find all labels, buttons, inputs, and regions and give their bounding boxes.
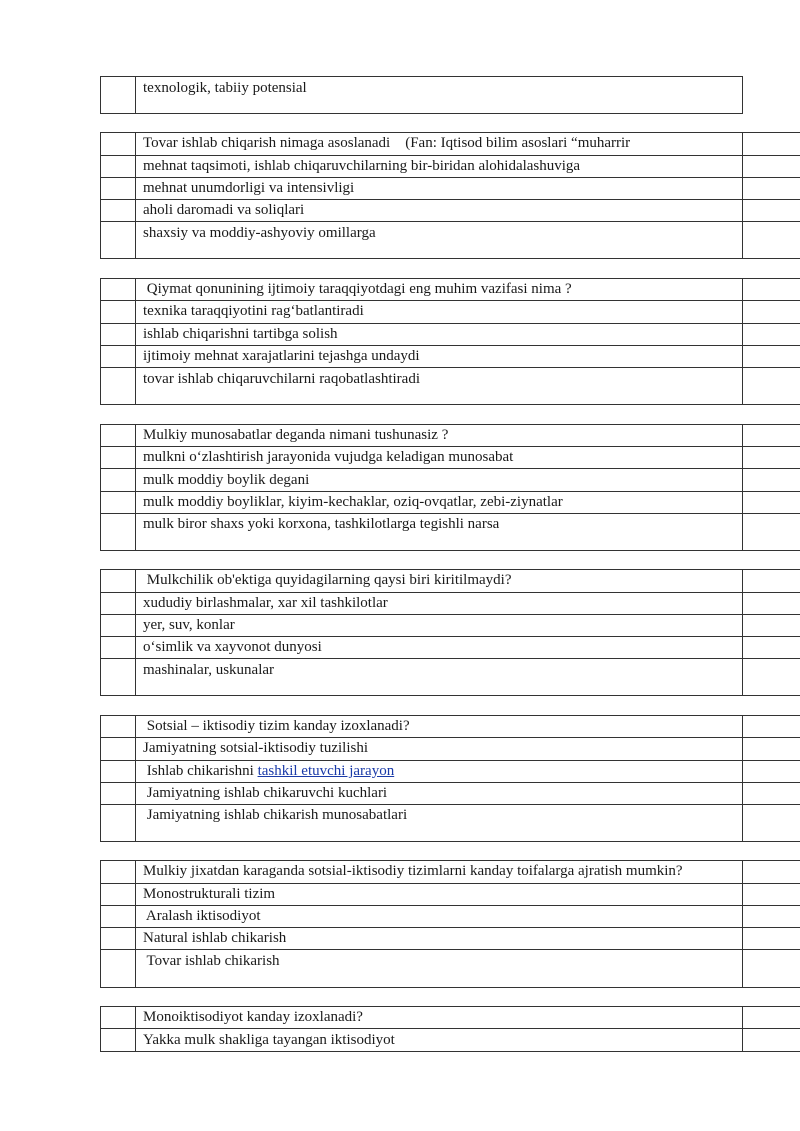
table-border: [100, 695, 800, 696]
table-border: [100, 513, 800, 514]
answer-option: shaxsiy va moddiy-ashyoviy omillarga: [143, 225, 376, 241]
answer-option: mehnat taqsimoti, ishlab chiqaruvchilarning bir-biridan alohidalashuviga: [143, 158, 581, 174]
answer-option: mulk moddiy boylik degani: [143, 472, 310, 488]
table-border: [100, 715, 101, 842]
table-border: [100, 1006, 800, 1007]
table-border: [100, 424, 800, 425]
table-border: [742, 860, 743, 988]
table-border: [742, 76, 743, 114]
table-border: [742, 424, 743, 551]
question-text: Mulkiy jixatdan karaganda sotsial-iktisodiy tizimlarni kanday toifalarga ajratish mumkin?: [143, 863, 683, 879]
answer-option: tovar ishlab chiqaruvchilarni raqobatlashtiradi: [143, 371, 420, 387]
table-border: [100, 404, 800, 405]
answer-option: Jamiyatning sotsial-iktisodiy tuzilishi: [143, 740, 368, 756]
table-border: [100, 367, 800, 368]
table-border: [100, 76, 101, 114]
table-border: [100, 737, 800, 738]
table-border: [100, 804, 800, 805]
table-border: [135, 715, 136, 842]
answer-option: mulk moddiy boyliklar, kiyim-kechaklar, oziq-ovqatlar, zebi-ziynatlar: [143, 494, 563, 510]
question-text: Tovar ishlab chiqarish nimaga asoslanadi (Fan: Iqtisod bilim asoslari “muharrir: [143, 135, 631, 151]
table-border: [100, 841, 800, 842]
table-border: [100, 199, 800, 200]
table-border: [100, 345, 800, 346]
table-border: [100, 1006, 101, 1052]
answer-option: Monostrukturali tizim: [143, 886, 276, 902]
answer-option: yer, suv, konlar: [143, 617, 235, 633]
table-border: [100, 300, 800, 301]
answer-option: mulkni o‘zlashtirish jarayonida vujudga keladigan munosabat: [143, 449, 514, 465]
table-border: [100, 550, 800, 551]
answer-option: Tovar ishlab chikarish: [143, 953, 280, 969]
table-border: [100, 569, 800, 570]
question-text: Sotsial – iktisodiy tizim kanday izoxlanadi?: [143, 718, 410, 734]
table-border: [135, 860, 136, 988]
table-border: [100, 614, 800, 615]
table-border: [742, 132, 743, 259]
table-border: [100, 491, 800, 492]
answer-option: Aralash iktisodiyot: [143, 908, 261, 924]
table-border: [100, 424, 101, 551]
table-border: [100, 468, 800, 469]
answer-option: mehnat unumdorligi va intensivligi: [143, 180, 355, 196]
table-border: [100, 905, 800, 906]
table-border: [135, 569, 136, 696]
table-border: [100, 592, 800, 593]
answer-option: mashinalar, uskunalar: [143, 662, 275, 678]
table-border: [100, 155, 800, 156]
table-border: [100, 1051, 800, 1052]
answer-option: texnologik, tabiiy potensial: [143, 80, 307, 96]
answer-option: Jamiyatning ishlab chikaruvchi kuchlari: [143, 785, 388, 801]
answer-option: mulk biror shaxs yoki korxona, tashkilotlarga tegishli narsa: [143, 516, 500, 532]
table-border: [100, 1028, 800, 1029]
table-border: [100, 132, 101, 259]
table-border: [100, 278, 101, 405]
question-text: Qiymat qonunining ijtimoiy taraqqiyotdagi eng muhim vazifasi nima ?: [143, 281, 572, 297]
table-border: [100, 323, 800, 324]
answer-option: ijtimoiy mehnat xarajatlarini tejashga undaydi: [143, 348, 420, 364]
table-border: [100, 636, 800, 637]
answer-option: Natural ishlab chikarish: [143, 930, 287, 946]
answer-option: ishlab chiqarishni tartibga solish: [143, 326, 338, 342]
answer-option: texnika taraqqiyotini rag‘batlantiradi: [143, 303, 364, 319]
question-text: Mulkiy munosabatlar deganda nimani tushunasiz ?: [143, 427, 449, 443]
table-border: [135, 278, 136, 405]
table-border: [135, 1006, 136, 1052]
table-border: [742, 1006, 743, 1052]
question-text: Mulkchilik ob'ektiga quyidagilarning qaysi biri kiritilmaydi?: [143, 572, 512, 588]
table-border: [100, 221, 800, 222]
answer-option: o‘simlik va xayvonot dunyosi: [143, 639, 322, 655]
table-border: [742, 569, 743, 696]
table-border: [100, 782, 800, 783]
table-border: [100, 927, 800, 928]
table-border: [100, 258, 800, 259]
table-border: [135, 76, 136, 114]
table-border: [100, 860, 101, 988]
table-border: [100, 715, 800, 716]
table-border: [100, 278, 800, 279]
table-border: [100, 658, 800, 659]
table-border: [135, 424, 136, 551]
table-border: [100, 132, 800, 133]
table-border: [100, 76, 743, 77]
hyperlink[interactable]: tashkil etuvchi jarayon: [257, 763, 395, 779]
answer-option: aholi daromadi va soliqlari: [143, 202, 305, 218]
table-border: [100, 987, 800, 988]
table-border: [135, 132, 136, 259]
answer-option-text: Ishlab chikarishni: [143, 763, 258, 779]
table-border: [100, 113, 743, 114]
table-border: [100, 860, 800, 861]
question-text: Monoiktisodiyot kanday izoxlanadi?: [143, 1009, 363, 1025]
table-border: [100, 883, 800, 884]
answer-option: [143, 762, 394, 780]
table-border: [100, 446, 800, 447]
table-border: [742, 715, 743, 842]
table-border: [100, 569, 101, 696]
answer-option: Yakka mulk shakliga tayangan iktisodiyot: [143, 1032, 395, 1048]
table-border: [100, 949, 800, 950]
answer-option: xududiy birlashmalar, xar xil tashkilotlar: [143, 595, 388, 611]
answer-option: Jamiyatning ishlab chikarish munosabatlari: [143, 807, 408, 823]
table-border: [100, 760, 800, 761]
table-border: [100, 177, 800, 178]
table-border: [742, 278, 743, 405]
